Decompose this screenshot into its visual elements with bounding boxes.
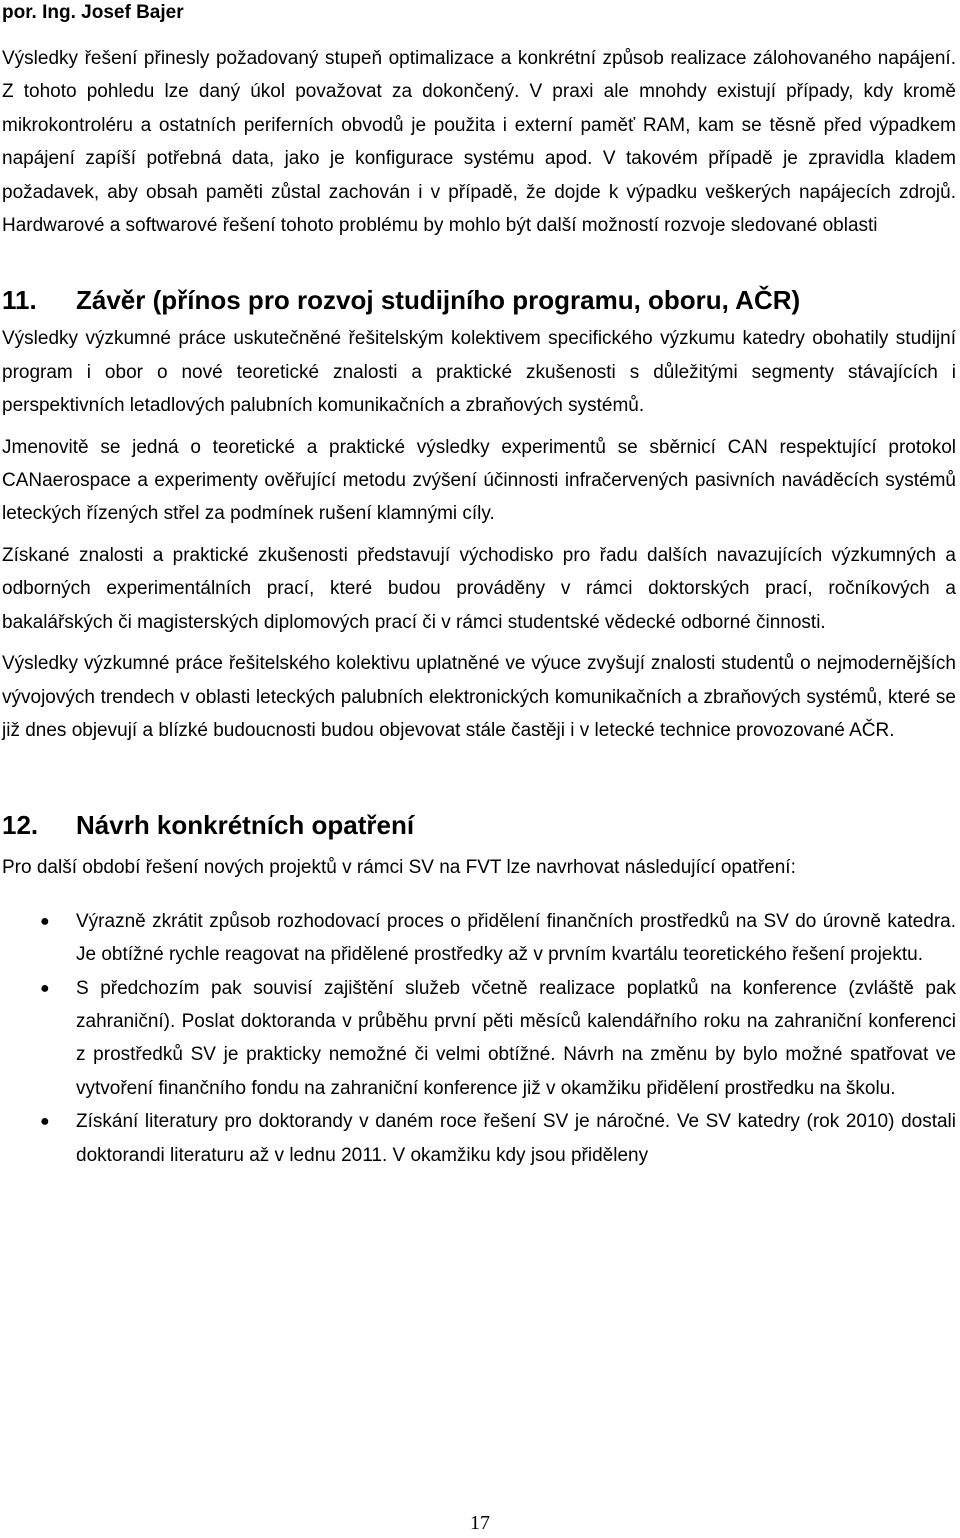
section-11-paragraph-4: Výsledky výzkumné práce řešitelského kolektivu uplatněné ve výuce zvyšují znalosti studentů o nejmodernějších vývojových trendech v oblasti leteckých palubních elektronických komunikačních a zbraňových systémů, které se již dnes objevují a blízké budoucnosti budou objevovat stále častěji i v letecké technice provozované AČR. (2, 653, 956, 741)
section-11-title: Závěr (přínos pro rozvoj studijního programu, oboru, AČR) (76, 285, 801, 316)
section-11-paragraph-3: Získané znalosti a praktické zkušenosti představují východisko pro řadu dalších navazujících výzkumných a odborných experimentálních prací, které budou prováděny v rámci doktorských prací, ročníkových a bakalářských či magisterských diplomových prací či v rámci studentské vědecké odborné činnosti. (2, 544, 956, 633)
list-item (2, 905, 956, 972)
bullet-icon: ● (40, 979, 50, 997)
bullet-icon: ● (40, 912, 50, 930)
section-11-number: 11. (2, 285, 37, 316)
section-12-number: 12. (2, 810, 39, 841)
list-item-text: Výrazně zkrátit způsob rozhodovací proces o přidělení finančních prostředků na SV do úrovně katedra. Je obtížné rychle reagovat na přidělené prostředky až v prvním kvartálu teoretického řešení projektu. (76, 910, 956, 966)
list-item (2, 1105, 956, 1172)
author-name: por. Ing. Josef Bajer (2, 2, 184, 23)
section-12-heading (2, 809, 956, 841)
measures-list (2, 905, 956, 1172)
section-11-heading (2, 284, 956, 316)
section-11-paragraph-1: Výsledky výzkumné práce uskutečněné řešitelským kolektivem specifického výzkumu katedry obohatily studijní program i obor o nové teoretické znalosti a praktické zkušenosti s důležitými segmenty stávajících i perspektivních letadlových palubních komunikačních a zbraňových systémů. (2, 328, 956, 417)
bullet-icon: ● (40, 1113, 50, 1131)
list-item-text: Získání literatury pro doktorandy v daném roce řešení SV je náročné. Ve SV katedry (rok 2010) dostali doktorandi literaturu až v lednu 2011. V okamžiku kdy jsou přiděleny (76, 1111, 956, 1166)
list-item-text: S předchozím pak souvisí zajištění služeb včetně realizace poplatků na konference (zvláště pak zahraniční). Poslat doktoranda v průběhu první pěti měsíců kalendářního roku na zahraniční konferenci z prostředků SV je prakticky nemožné či velmi obtížné. Návrh na změnu by bylo možné spatřovat ve vytvoření finančního fondu na zahraniční konference již v okamžiku přidělení prostředku na školu. (76, 977, 956, 1099)
section-12-title: Návrh konkrétních opatření (76, 810, 415, 841)
document-page (2, 0, 956, 1172)
section-11-paragraph-2: Jmenovitě se jedná o teoretické a praktické výsledky experimentů se sběrnicí CAN respektující protokol CANaerospace a experimenty ověřující metodu zvýšení účinnosti infračervených pasivních naváděcích systémů leteckých řízených střel za podmínek rušení klamnými cíly. (2, 436, 956, 525)
page-number: 17 (470, 1512, 490, 1534)
intro-paragraph: Výsledky řešení přinesly požadovaný stupeň optimalizace a konkrétní způsob realizace zálohovaného napájení. Z tohoto pohledu lze daný úkol považovat za dokončený. V praxi ale mnohdy existují případy, kdy kromě mikrokontroléru a ostatních periferních obvodů je použita i externí paměť RAM, kam se těsně před výpadkem napájení zapíší potřebná data, jako je konfigurace systému apod. V takovém případě je zpravidla kladem požadavek, aby obsah paměti zůstal zachován i v případě, že dojde k výpadku veškerých napájecích zdrojů. Hardwarové a softwarové řešení tohoto problému by mohlo být další možností rozvoje sledované oblasti (2, 48, 956, 237)
section-12-intro: Pro další období řešení nových projektů v rámci SV na FVT lze navrhovat následující opatření: (2, 857, 796, 879)
list-item (2, 972, 956, 1106)
